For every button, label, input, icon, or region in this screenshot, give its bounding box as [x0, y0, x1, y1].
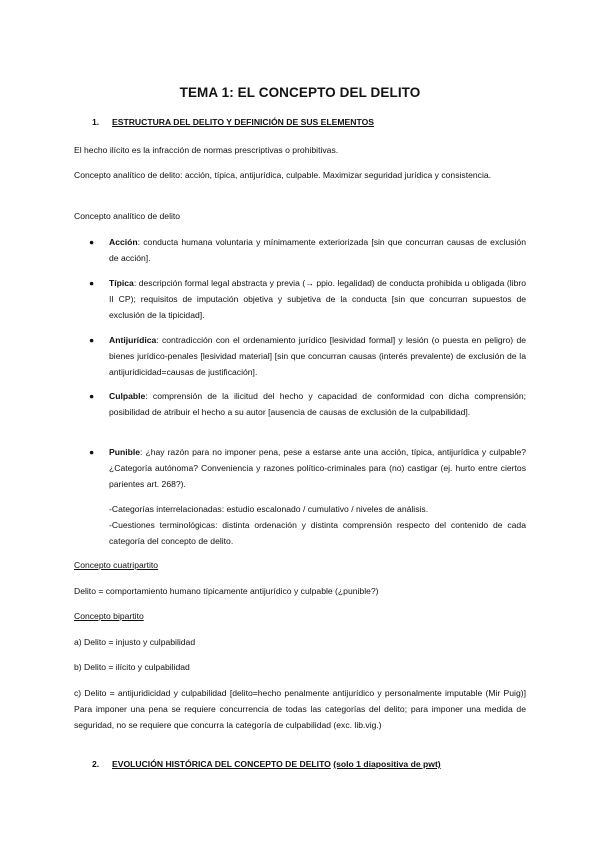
analytic-summary-paragraph: Concepto analítico de delito: acción, típica, antijurídica, culpable. Maximizar seguridad jurídica y consistencia. — [74, 170, 492, 180]
section-2-number: 2. — [92, 759, 100, 769]
bullet-icon: ● — [89, 278, 95, 288]
list-item-culpable — [74, 388, 526, 420]
section-2-heading — [92, 759, 441, 769]
bullet-text: : conducta humana voluntaria y mínimamente exteriorizada [sin que concurran causas de exclusión de acción]. — [109, 237, 526, 263]
section-2-note: (solo 1 diapositiva de pwt) — [333, 759, 441, 769]
section-1-title: ESTRUCTURA DEL DELITO Y DEFINICIÓN DE SUS ELEMENTOS — [112, 117, 374, 127]
bullet-icon: ● — [89, 391, 95, 401]
intro-paragraph: El hecho ilícito es la infracción de normas prescriptivas o prohibitivas. — [74, 145, 339, 155]
section-1-number: 1. — [92, 117, 100, 127]
document-title: TEMA 1: EL CONCEPTO DEL DELITO — [179, 85, 421, 100]
bullet-icon: ● — [89, 447, 95, 457]
note-terminologicas: -Cuestiones terminológicas: distinta ordenación y distinta comprensión respecto del contenido de cada categoría del concepto de delito. — [109, 520, 526, 546]
list-item-tipica — [74, 275, 526, 323]
bullet-text: : contradicción con el ordenamiento jurídico [lesividad formal] y lesión (o puesta en peligro) de bienes jurídico-penales [lesividad material] [sin que concurran causas (interés prevalente) de exclusión de la antijuridicidad=causas de justificación]. — [109, 335, 526, 377]
section-2-title: EVOLUCIÓN HISTÓRICA DEL CONCEPTO DE DELITO — [112, 759, 331, 769]
bullet-term: Punible — [109, 447, 141, 457]
bullet-term: Culpable — [109, 391, 146, 401]
bullet-term: Típica — [109, 278, 134, 288]
bipartito-option-a: a) Delito = injusto y culpabilidad — [74, 637, 196, 647]
bipartito-option-c: c) Delito = antijuridicidad y culpabilidad [delito=hecho penalmente antijurídico y personalmente imputable (Mir Puig)] Para imponer una pena se requiere concurrencia de todas las categorías del delito; para imponer una medida de seguridad, no se requiere que concurra la categoría de culpabilidad (exc. lib.vig.) — [74, 688, 526, 730]
bipartito-label: Concepto bipartito — [74, 611, 144, 621]
section-1-heading — [92, 117, 374, 127]
bullet-text: : descripción formal legal abstracta y previa (→ ppio. legalidad) de conducta prohibida u obligada (libro II CP); requisitos de imputación objetiva y subjetiva de la conducta [sin que concurran supuestos de exclusión de la tipicidad]. — [109, 278, 526, 320]
bullet-term: Antijurídica — [109, 335, 157, 345]
analytic-concept-label: Concepto analítico de delito — [74, 211, 181, 221]
bullet-text: : comprensión de la ilicitud del hecho y capacidad de conformidad con dicha comprensión; posibilidad de atribuir el hecho a su autor [ausencia de causas de exclusión de la culpabilidad]. — [109, 391, 526, 417]
bullet-icon: ● — [89, 237, 95, 247]
cuatripartito-label: Concepto cuatripartito — [74, 560, 159, 570]
bullet-icon: ● — [89, 335, 95, 345]
list-item-antijuridica — [74, 332, 526, 380]
note-categorias: -Categorías interrelacionadas: estudio escalonado / cumulativo / niveles de análisis. — [109, 504, 429, 514]
list-item-accion — [74, 234, 526, 266]
cuatripartito-definition: Delito = comportamiento humano típicamente antijurídico y culpable (¿punible?) — [74, 586, 379, 596]
list-item-punible — [74, 444, 526, 492]
bullet-term: Acción — [109, 237, 138, 247]
bullet-text: : ¿hay razón para no imponer pena, pese a estarse ante una acción, típica, antijurídica y culpable? ¿Categoría autónoma? Conveniencia y razones político-criminales para (no) castigar (ej. hurto entre ciertos parientes art. 268?). — [109, 447, 526, 489]
bipartito-option-b: b) Delito = ilícito y culpabilidad — [74, 662, 190, 672]
